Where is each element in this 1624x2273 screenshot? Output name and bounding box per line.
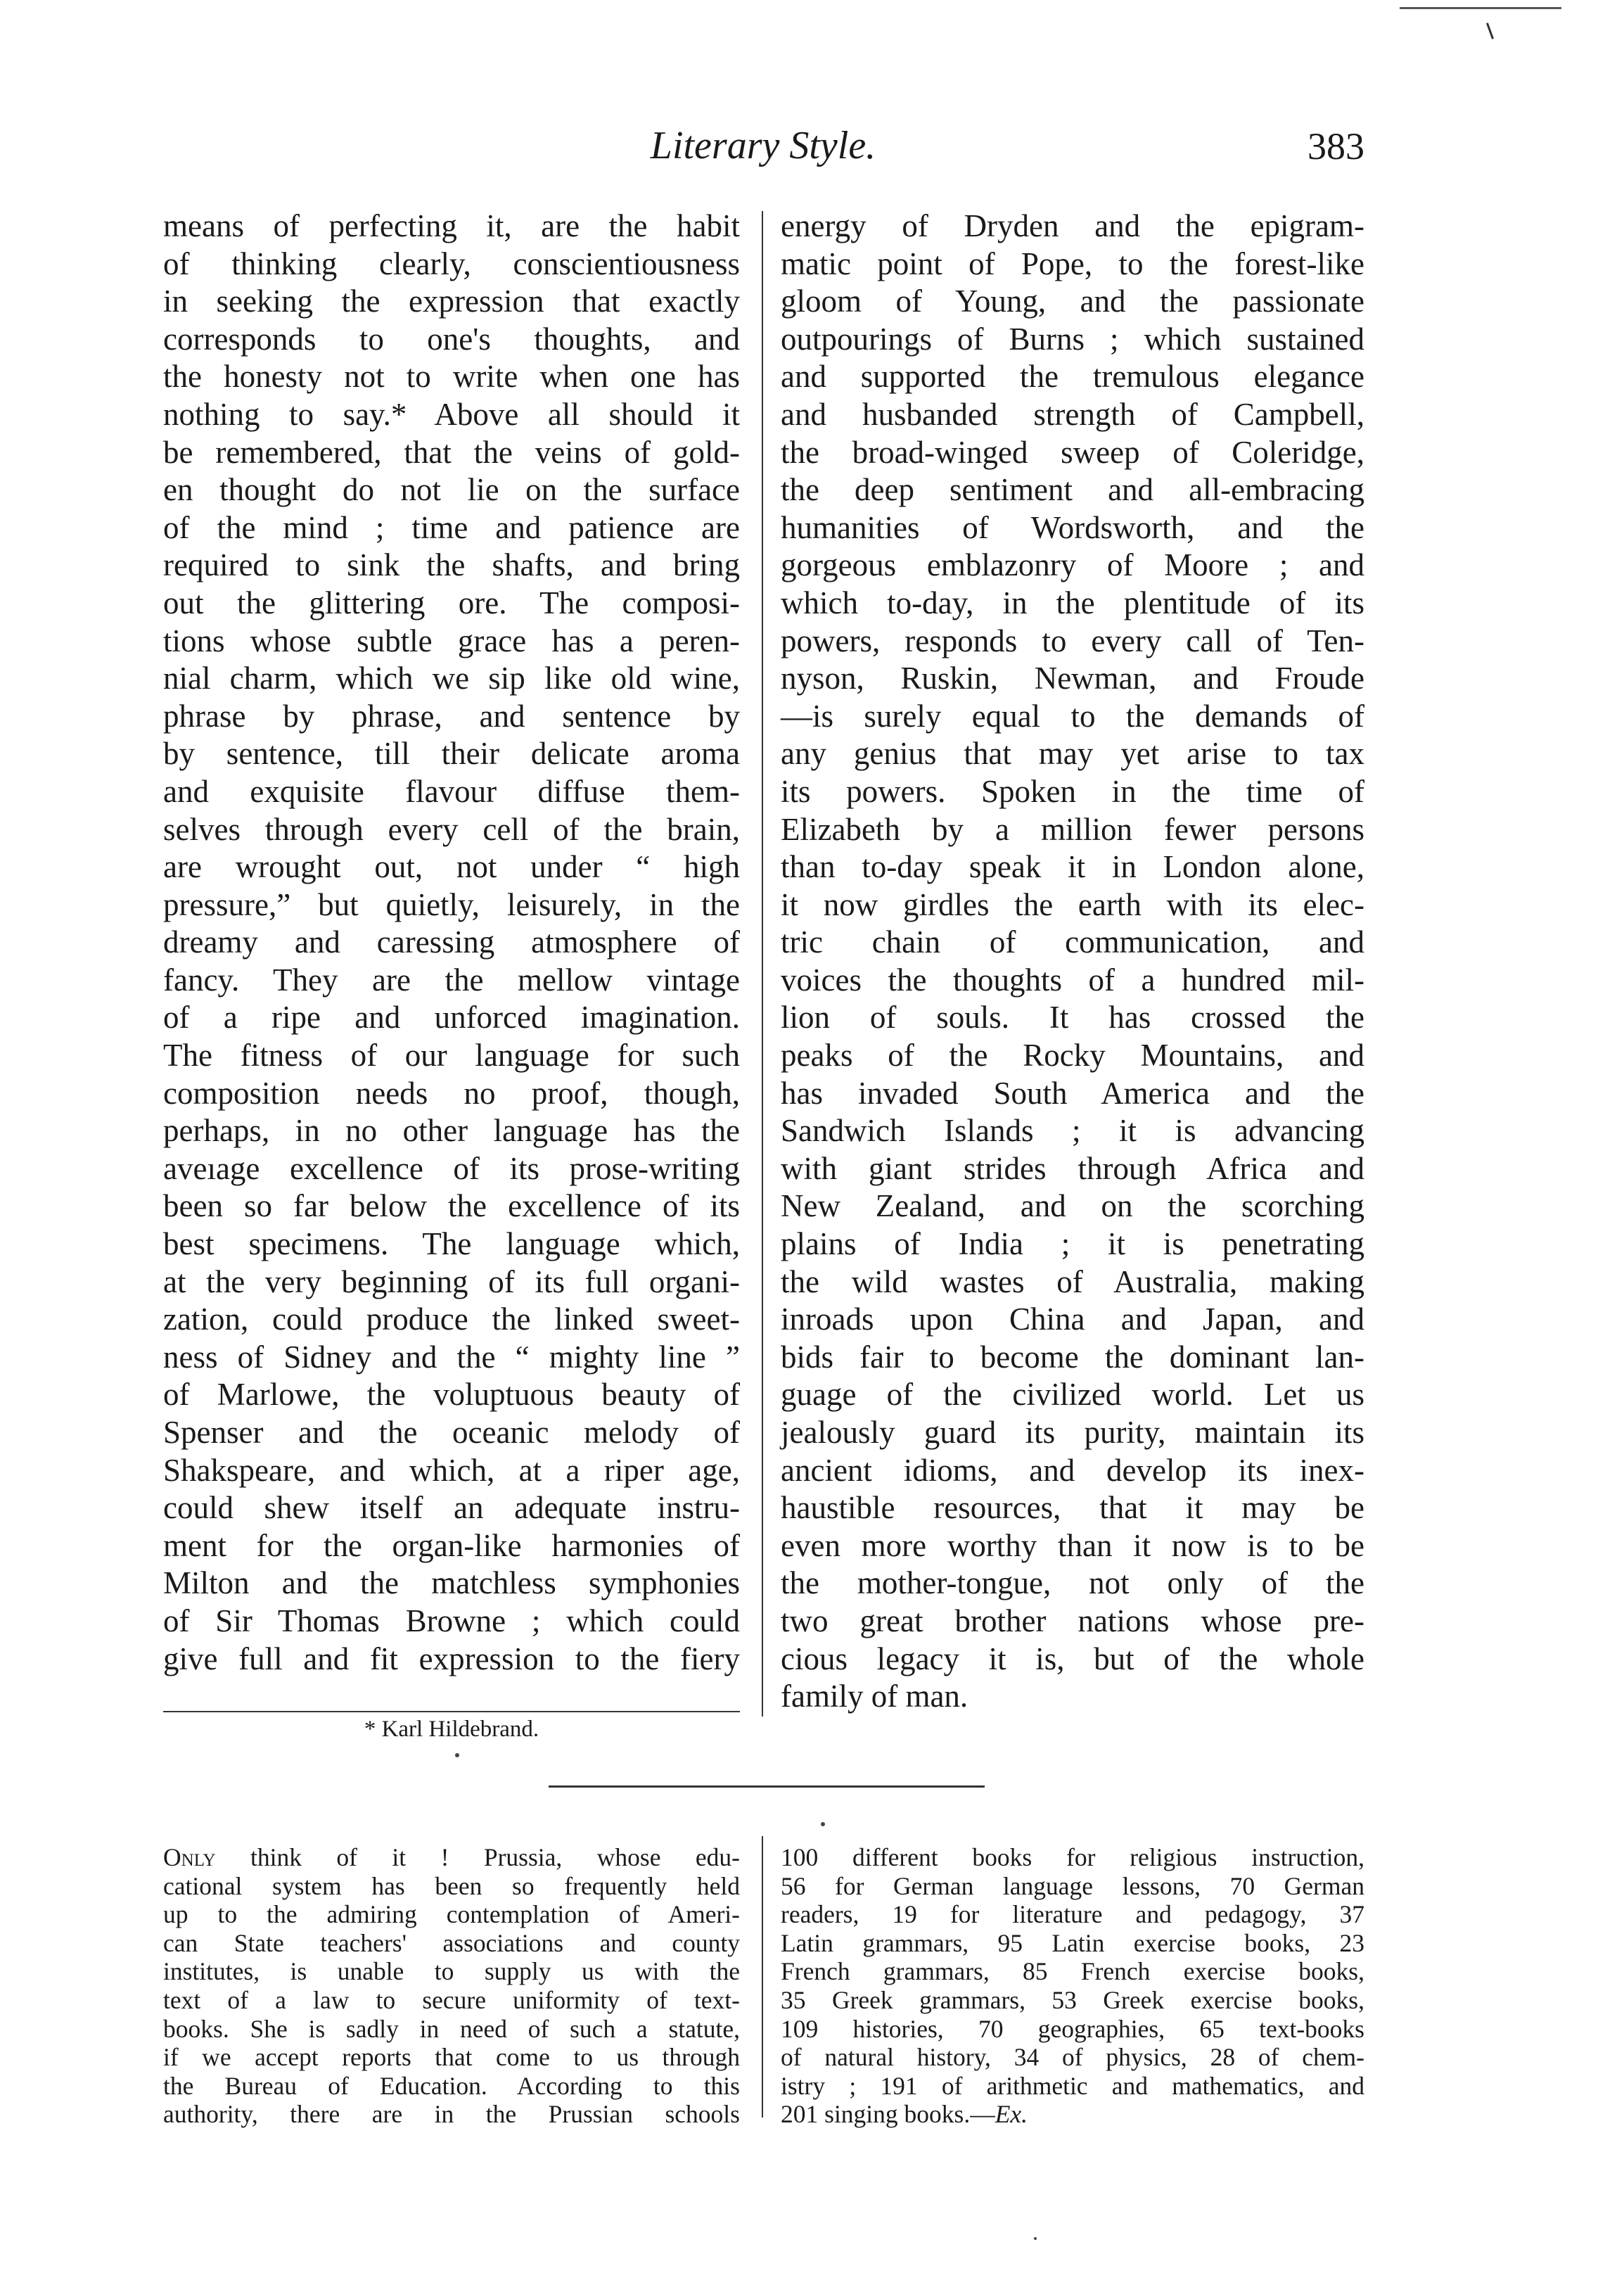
text-line: best specimens. The language which, [163, 1226, 740, 1262]
text-line: humanities of Wordsworth, and the [781, 509, 1364, 545]
text-line: 109 histories, 70 geographies, 65 text-books [781, 2014, 1364, 2043]
text-line: cational system has been so frequently held [163, 1871, 740, 1900]
text-line: ancient idioms, and develop its inex- [781, 1452, 1364, 1488]
text-line: tions whose subtle grace has a peren- [163, 623, 740, 658]
text-line: by sentence, till their delicate aroma [163, 736, 740, 772]
text-line: the broad-winged sweep of Coleridge, [781, 434, 1364, 470]
text-line: plains of India ; it is penetrating [781, 1226, 1364, 1262]
text-line: and supported the tremulous elegance [781, 359, 1364, 395]
text-line: outpourings of Burns ; which sustained [781, 321, 1364, 357]
text-line: authority, there are in the Prussian schools [163, 2100, 740, 2129]
text-line: 100 different books for religious instruction, [781, 1843, 1364, 1871]
footnote-rule [163, 1711, 740, 1712]
text-line: perhaps, in no other language has the [163, 1113, 740, 1149]
text-line: even more worthy than it now is to be [781, 1527, 1364, 1563]
text-line: up to the admiring contemplation of Ameri- [163, 1900, 740, 1929]
text-line: haustible resources, that it may be [781, 1490, 1364, 1526]
text-line: en thought do not lie on the surface [163, 472, 740, 508]
stray-dot [455, 1753, 459, 1757]
text-line: gloom of Young, and the passionate [781, 284, 1364, 319]
text-line: family of man. [781, 1679, 968, 1714]
text-line: been so far below the excellence of its [163, 1188, 740, 1224]
text-line: means of perfecting it, are the habit [163, 208, 740, 243]
text-line: Shakspeare, and which, at a riper age, [163, 1452, 740, 1488]
text-line: it now girdles the earth with its elec- [781, 886, 1364, 922]
text-line: out the glittering ore. The composi- [163, 585, 740, 620]
text-line: than to-day speak it in London alone, [781, 849, 1364, 885]
text-line: of Marlowe, the voluptuous beauty of [163, 1377, 740, 1413]
column-divider [762, 1836, 763, 2118]
text-line: 35 Greek grammars, 53 Greek exercise books, [781, 1985, 1364, 2014]
text-line: required to sink the shafts, and bring [163, 547, 740, 583]
text-line: be remembered, that the veins of gold- [163, 434, 740, 470]
text-line: in seeking the expression that exactly [163, 284, 740, 319]
text-line: two great brother nations whose pre- [781, 1603, 1364, 1638]
page-number: 383 [1307, 125, 1364, 167]
text-line: with giant strides through Africa and [781, 1150, 1364, 1186]
corner-mark [1486, 23, 1494, 39]
running-title: Literary Style. [650, 124, 876, 167]
text-line: at the very beginning of its full organi- [163, 1263, 740, 1299]
text-line-rest: think of it ! Prussia, whose edu- [215, 1843, 740, 1871]
text-line: Latin grammars, 95 Latin exercise books, 23 [781, 1928, 1364, 1957]
source-credit: Ex. [995, 2100, 1028, 2129]
text-line: books. She is sadly in need of such a statute, [163, 2014, 740, 2043]
text-line: pressure,” but quietly, leisurely, in the [163, 886, 740, 922]
text-line: the mother-tongue, not only of the [781, 1565, 1364, 1601]
text-line: lion of souls. It has crossed the [781, 1000, 1364, 1036]
text-line: Elizabeth by a million fewer persons [781, 811, 1364, 847]
footnote: * Karl Hildebrand. [364, 1717, 539, 1742]
text-line: of a ripe and unforced imagination. [163, 1000, 740, 1036]
text-line: which to-day, in the plentitude of its [781, 585, 1364, 620]
left-column [163, 208, 740, 1678]
text-line: any genius that may yet arise to tax [781, 736, 1364, 772]
source-dash: — [970, 2100, 995, 2129]
notice-right-column [781, 1843, 1364, 2129]
text-line: fancy. They are the mellow vintage [163, 962, 740, 998]
text-line: its powers. Spoken in the time of [781, 773, 1364, 809]
text-line: composition needs no proof, though, [163, 1075, 740, 1111]
text-line: peaks of the Rocky Mountains, and [781, 1038, 1364, 1074]
text-line: powers, responds to every call of Ten- [781, 623, 1364, 658]
text-line: ness of Sidney and the “ mighty line ” [163, 1339, 740, 1375]
text-line: can State teachers' associations and county [163, 1928, 740, 1957]
stray-dot [821, 1822, 825, 1826]
text-line: and exquisite flavour diffuse them- [163, 773, 740, 809]
text-line: bids fair to become the dominant lan- [781, 1339, 1364, 1375]
text-line: text of a law to secure uniformity of text- [163, 1985, 740, 2014]
text-line: New Zealand, and on the scorching [781, 1188, 1364, 1224]
right-column [781, 208, 1364, 1716]
notice-left-column [163, 1843, 740, 2129]
text-line: phrase by phrase, and sentence by [163, 698, 740, 734]
text-line: matic point of Pope, to the forest-like [781, 246, 1364, 281]
corner-rule [1400, 7, 1561, 9]
text-line-main: 201 singing books. [781, 2100, 971, 2129]
running-head [162, 123, 1364, 179]
text-line: istry ; 191 of arithmetic and mathematics, and [781, 2071, 1364, 2100]
text-line: 56 for German language lessons, 70 German [781, 1871, 1364, 1900]
text-line [163, 1843, 740, 1872]
text-line: nial charm, which we sip like old wine, [163, 661, 740, 696]
text-line: and husbanded strength of Campbell, [781, 396, 1364, 432]
text-line: institutes, is unable to supply us with the [163, 1957, 740, 1986]
text-line: zation, could produce the linked sweet- [163, 1301, 740, 1337]
text-line: tric chain of communication, and [781, 924, 1364, 960]
text-line: could shew itself an adequate instru- [163, 1490, 740, 1526]
text-line: inroads upon China and Japan, and [781, 1301, 1364, 1337]
text-line: the deep sentiment and all-embracing [781, 472, 1364, 508]
text-line [781, 2100, 1364, 2129]
text-line: aveıage excellence of its prose-writing [163, 1150, 740, 1186]
text-line: nyson, Ruskin, Newman, and Froude [781, 661, 1364, 696]
text-line: jealously guard its purity, maintain its [781, 1415, 1364, 1450]
text-line: dreamy and caressing atmosphere of [163, 924, 740, 960]
lead-word: Only [163, 1843, 216, 1871]
text-line: of natural history, 34 of physics, 28 of chem- [781, 2043, 1364, 2072]
text-line: —is surely equal to the demands of [781, 698, 1364, 734]
column-divider [762, 211, 763, 1717]
text-line: selves through every cell of the brain, [163, 811, 740, 847]
text-line: gorgeous emblazonry of Moore ; and [781, 547, 1364, 583]
text-line: give full and fit expression to the fiery [163, 1641, 740, 1676]
text-line: energy of Dryden and the epigram- [781, 208, 1364, 243]
text-line: readers, 19 for literature and pedagogy, 37 [781, 1900, 1364, 1929]
text-line: Milton and the matchless symphonies [163, 1565, 740, 1601]
text-line: French grammars, 85 French exercise books, [781, 1957, 1364, 1986]
text-line: voices the thoughts of a hundred mil- [781, 962, 1364, 998]
text-line: corresponds to one's thoughts, and [163, 321, 740, 357]
text-line: the wild wastes of Australia, making [781, 1263, 1364, 1299]
text-line: of thinking clearly, conscientiousness [163, 246, 740, 281]
text-line: Spenser and the oceanic melody of [163, 1415, 740, 1450]
stray-dot [1034, 2237, 1037, 2240]
text-line: if we accept reports that come to us through [163, 2043, 740, 2072]
text-line: nothing to say.* Above all should it [163, 396, 740, 432]
text-line: guage of the civilized world. Let us [781, 1377, 1364, 1413]
text-line: of the mind ; time and patience are [163, 509, 740, 545]
text-line: are wrought out, not under “ high [163, 849, 740, 885]
text-line: the Bureau of Education. According to this [163, 2071, 740, 2100]
text-line: ment for the organ-like harmonies of [163, 1527, 740, 1563]
text-line: has invaded South America and the [781, 1075, 1364, 1111]
text-line: of Sir Thomas Browne ; which could [163, 1603, 740, 1638]
section-divider [549, 1785, 985, 1788]
text-line: Sandwich Islands ; it is advancing [781, 1113, 1364, 1149]
text-line: the honesty not to write when one has [163, 359, 740, 395]
text-line: cious legacy it is, but of the whole [781, 1641, 1364, 1676]
text-line: The fitness of our language for such [163, 1038, 740, 1074]
